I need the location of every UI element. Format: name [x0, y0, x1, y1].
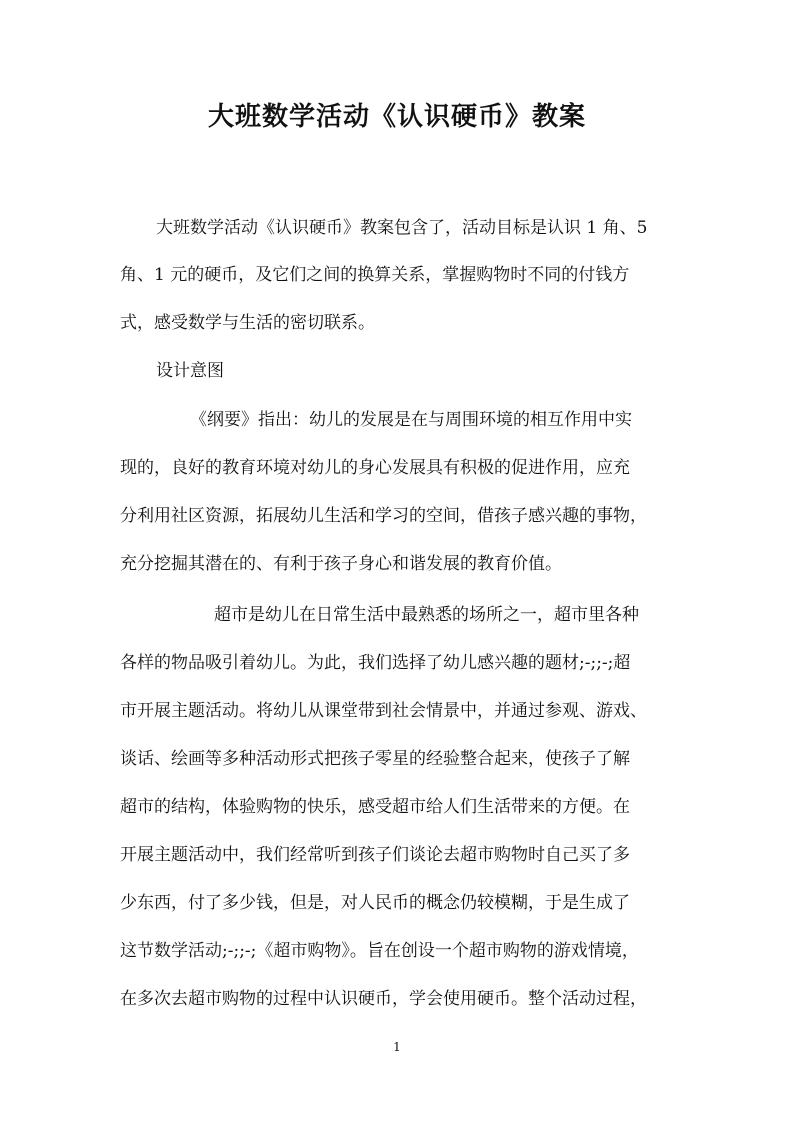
paragraph-line: 谈话、绘画等多种活动形式把孩子零星的经验整合起来，使孩子了解 — [120, 749, 630, 769]
paragraph-line: 开展主题活动中，我们经常听到孩子们谈论去超市购物时自己买了多 — [120, 845, 630, 865]
paragraph-line: 现的，良好的教育环境对幼儿的身心发展具有积极的促进作用，应充 — [120, 458, 630, 478]
page-title: 大班数学活动《认识硬币》教案 — [207, 102, 586, 132]
paragraph-line: 大班数学活动《认识硬币》教案包含了，活动目标是认识 1 角、5 — [156, 218, 648, 238]
page-number: 1 — [393, 1040, 401, 1054]
paragraph-line: 式，感受数学与生活的密切联系。 — [120, 313, 375, 333]
paragraph-line: 《纲要》指出：幼儿的发展是在与周围环境的相互作用中实 — [190, 410, 632, 430]
paragraph-line: 充分挖掘其潜在的、有利于孩子身心和谐发展的教育价值。 — [120, 554, 562, 574]
paragraph-line: 各样的物品吸引着幼儿。为此，我们选择了幼儿感兴趣的题材;-;;-;超 — [120, 653, 631, 673]
paragraph-line: 市开展主题活动。将幼儿从课堂带到社会情景中，并通过参观、游戏、 — [120, 701, 647, 721]
paragraph-line: 角、1 元的硬币，及它们之间的换算关系，掌握购物时不同的付钱方 — [120, 265, 630, 285]
paragraph-line: 超市的结构，体验购物的快乐，感受超市给人们生活带来的方便。在 — [120, 797, 630, 817]
paragraph-line: 这节数学活动;-;;-;《超市购物》。旨在创设一个超市购物的游戏情境， — [120, 941, 639, 961]
paragraph-line: 少东西，付了多少钱，但是，对人民币的概念仍较模糊，于是生成了 — [120, 893, 630, 913]
paragraph-line: 分利用社区资源，拓展幼儿生活和学习的空间，借孩子感兴趣的事物， — [120, 506, 647, 526]
section-heading: 设计意图 — [156, 361, 224, 381]
paragraph-line: 在多次去超市购物的过程中认识硬币，学会使用硬币。整个活动过程， — [120, 989, 647, 1009]
paragraph-line: 超市是幼儿在日常生活中最熟悉的场所之一，超市里各种 — [214, 605, 639, 625]
